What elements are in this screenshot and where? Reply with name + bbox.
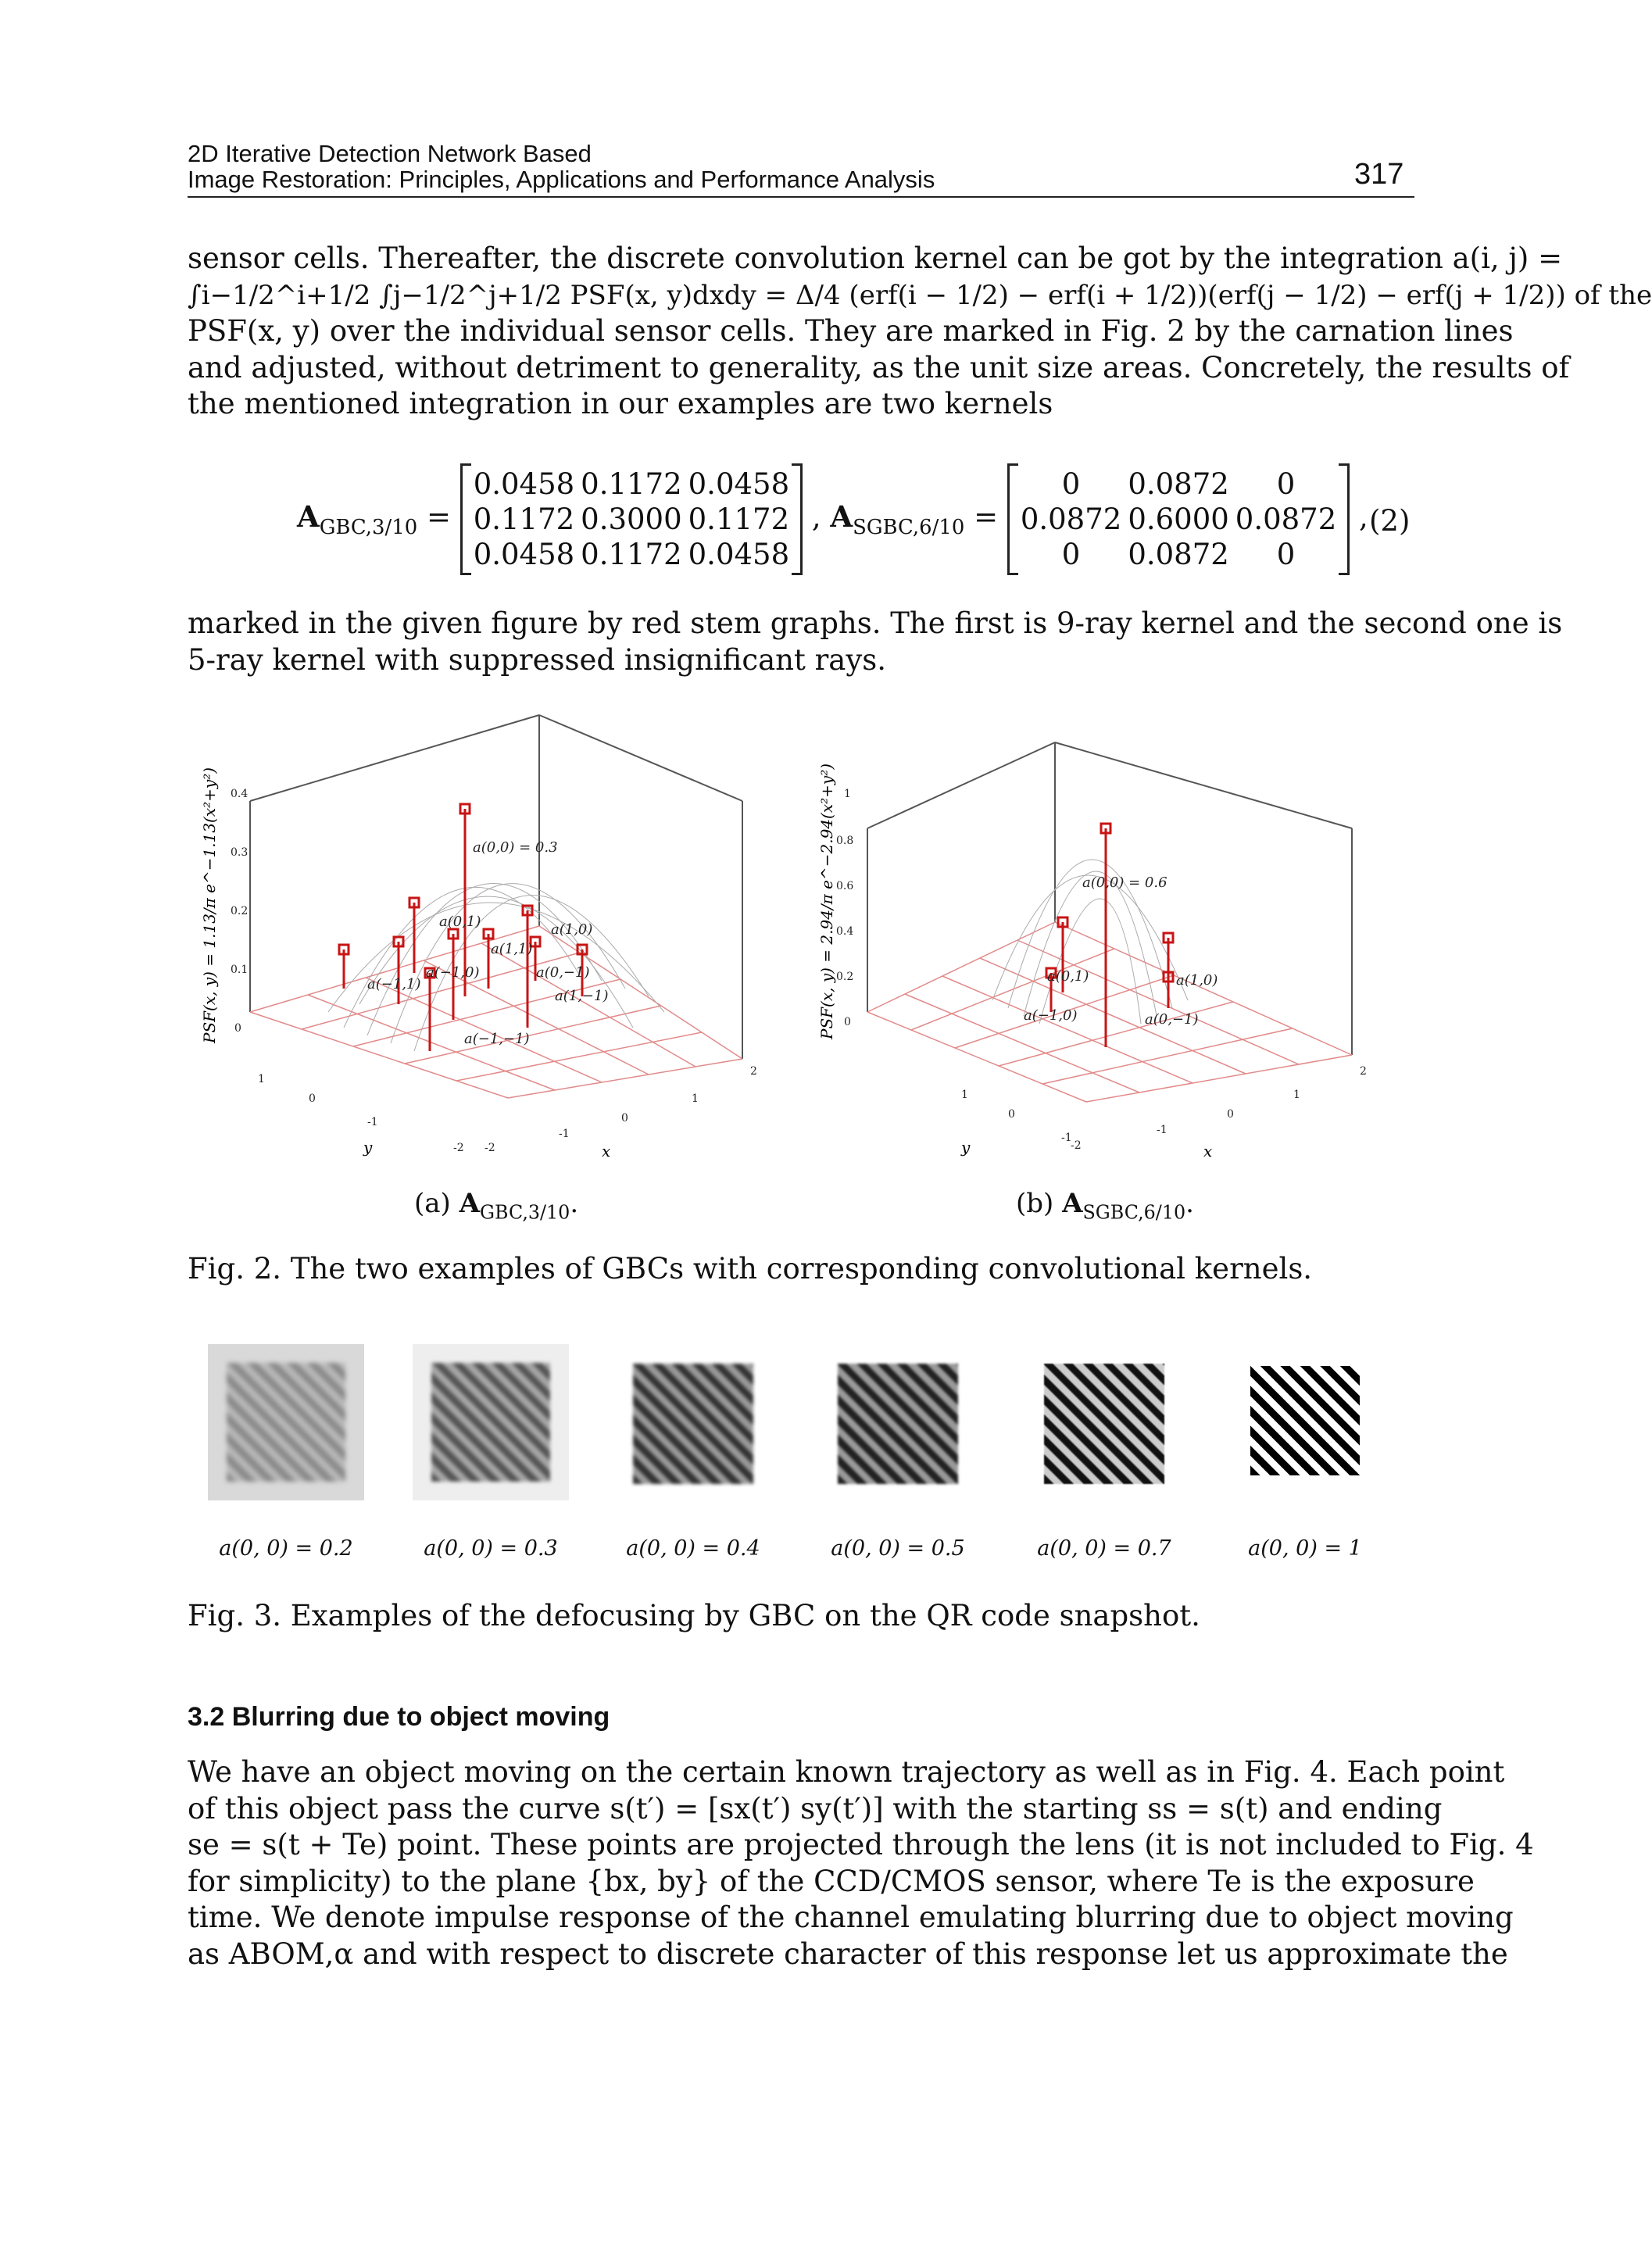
annot-a0m1: a(0,−1)	[536, 964, 590, 981]
zt-3: 0.1	[231, 964, 249, 976]
eq-lhs2: A	[830, 499, 853, 534]
subcaption-b: (b) $A_{SGBC,6/10}$.	[1016, 1188, 1194, 1224]
plot-gbc	[200, 715, 805, 1184]
xt-2: 0	[621, 1112, 628, 1125]
ylabel-b: y	[961, 1138, 971, 1157]
zlabel-b: PSF(x, y) = 2.94/π e^−2.94(x²+y²)	[817, 763, 836, 1039]
annot-am11: a(−1,1)	[367, 976, 421, 992]
ylabel: y	[363, 1138, 373, 1157]
para3-line5: time. We denote impulse response of the channel emulating blurring due to object moving	[188, 1901, 1514, 1934]
matrix-gbc: 0.0458 0.1172 0.0458 0.1172 0.3000 0.1172 0.0458 0.1172 0.0458	[460, 465, 803, 574]
para1-line2: ∫i−1/2^i+1/2 ∫j−1/2^j+1/2 PSF(x, y)dxdy = Δ/4 (erf(i − 1/2) − erf(i + 1/2))(erf(j − 1/2) − erf(j + 1/2)) of the	[188, 279, 1652, 311]
zt-0: 0.4	[231, 788, 249, 800]
annot-a11: a(1,1)	[491, 941, 533, 957]
eq-lhs1-sub: GBC,3/10	[319, 516, 418, 540]
section-heading: 3.2 Blurring due to object moving	[188, 1702, 610, 1732]
yt-0: 1	[258, 1073, 265, 1085]
xt-b-2: 0	[1227, 1108, 1234, 1121]
annot-b-a01: a(0,1)	[1047, 968, 1089, 985]
eq-lhs1: A	[297, 499, 320, 534]
zt-b-5: 0	[844, 1016, 851, 1028]
qr-label-2: a(0, 0) = 0.4	[626, 1536, 760, 1561]
para2-line2: 5-ray kernel with suppressed insignificant rays.	[188, 642, 886, 677]
subcaption-a: (a) $A_{GBC,3/10}$.	[414, 1188, 579, 1224]
qr-label-1: a(0, 0) = 0.3	[424, 1536, 558, 1561]
yt-b-1: 1	[961, 1089, 968, 1101]
qr-image-0.5	[838, 1364, 958, 1484]
header-rule	[188, 196, 1414, 198]
zt-b-3: 0.4	[836, 925, 854, 938]
yt-2: -1	[367, 1116, 378, 1128]
xt-1: -1	[559, 1128, 570, 1140]
running-header-line1: 2D Iterative Detection Network Based	[188, 140, 592, 167]
zt-b-0: 1	[844, 788, 851, 800]
para3-line4: for simplicity) to the plane {bx, by} of the CCD/CMOS sensor, where Te is the exposure	[188, 1864, 1475, 1898]
annot-a01: a(0,1)	[439, 914, 481, 930]
xt-b-1: -1	[1157, 1124, 1167, 1136]
fig2-caption: Fig. 2. The two examples of GBCs with corresponding convolutional kernels.	[188, 1252, 1313, 1286]
qr-image-0.3	[413, 1344, 569, 1500]
zt-b-4: 0.2	[836, 971, 854, 983]
qr-label-4: a(0, 0) = 0.7	[1037, 1536, 1171, 1561]
para1-line5: the mentioned integration in our examples are two kernels	[188, 387, 1053, 420]
zt-2: 0.2	[231, 905, 249, 917]
para1-line4: and adjusted, without detriment to generality, as the unit size areas. Concretely, the results of	[188, 350, 1570, 384]
equation-2: $A_{GBC,3/10}$ = 0.0458 0.1172 0.0458 0.1172 0.3000 0.1172 0.0458 0.1172 0.0458 , $A_{SGBC,6/10}$ = 0 0.0872 0 0.0872 0.6000 0.0872 0 0.0872 0 ,	[297, 465, 1368, 574]
para1-line3: PSF(x, y) over the individual sensor cells. They are marked in Fig. 2 by the carnation lines	[188, 314, 1514, 348]
xt-b-4: 2	[1360, 1065, 1367, 1078]
annot-a1m1: a(1,−1)	[555, 988, 609, 1004]
annot-am1m1: a(−1,−1)	[464, 1031, 530, 1047]
para2-line1: marked in the given figure by red stem graphs. The first is 9-ray kernel and the second one is	[188, 606, 1563, 640]
para3-line3: se = s(t + Te) point. These points are projected through the lens (it is not included to Fig. 4	[188, 1828, 1534, 1861]
para3-line6: as ABOM,α and with respect to discrete character of this response let us approximate the	[188, 1936, 1508, 1971]
annot-am10: a(−1,0)	[426, 964, 480, 981]
xt-0b: -2	[485, 1142, 495, 1154]
zt-4: 0	[234, 1022, 241, 1035]
yt-b-3: -1	[1061, 1132, 1072, 1144]
annot-b-a10: a(1,0)	[1176, 972, 1218, 989]
qr-image-0.2	[208, 1344, 364, 1500]
xt-b-0: -2	[1071, 1139, 1082, 1152]
running-header-line2: Image Restoration: Principles, Applications and Performance Analysis	[188, 166, 935, 193]
matrix-sgbc: 0 0.0872 0 0.0872 0.6000 0.0872 0 0.0872 0	[1007, 465, 1350, 574]
xlabel-b: x	[1203, 1142, 1213, 1160]
xt-0: -2	[453, 1142, 464, 1154]
zt-b-1: 0.8	[836, 835, 854, 847]
qr-image-0.4	[633, 1364, 753, 1484]
xt-4: 2	[750, 1065, 757, 1078]
xt-b-3: 1	[1293, 1089, 1300, 1101]
qr-image-1	[1250, 1366, 1360, 1475]
eq-lhs2-sub: SGBC,6/10	[853, 516, 965, 540]
plot-sgbc	[813, 742, 1391, 1180]
qr-label-5: a(0, 0) = 1	[1248, 1536, 1362, 1561]
xt-3: 1	[692, 1092, 699, 1105]
zlabel: PSF(x, y) = 1.13/π e^−1.13(x²+y²)	[200, 767, 219, 1043]
para1-line1: sensor cells. Thereafter, the discrete convolution kernel can be got by the integration a(i, j) =	[188, 241, 1563, 275]
qr-label-3: a(0, 0) = 0.5	[831, 1536, 965, 1561]
annot-a10: a(1,0)	[551, 921, 593, 938]
yt-b-2: 0	[1008, 1108, 1015, 1121]
zt-1: 0.3	[231, 846, 249, 859]
paragraph-2	[188, 606, 1563, 678]
paragraph-1	[188, 241, 1652, 423]
equation-number: (2)	[1369, 504, 1411, 538]
paragraph-3	[188, 1754, 1534, 1972]
page-number: 317	[1354, 158, 1404, 191]
annot-b-a00: a(0,0) = 0.6	[1082, 874, 1167, 891]
annot-b-a0m1: a(0,−1)	[1145, 1011, 1199, 1028]
xlabel: x	[602, 1142, 611, 1160]
zt-b-2: 0.6	[836, 880, 854, 892]
para3-line2: of this object pass the curve s(t′) = [sx(t′) sy(t′)] with the starting ss = s(t) and ending	[188, 1791, 1443, 1826]
annot-a00: a(0,0) = 0.3	[473, 839, 558, 856]
qr-image-0.7	[1044, 1364, 1164, 1484]
yt-1: 0	[309, 1092, 316, 1105]
annot-b-am10: a(−1,0)	[1024, 1007, 1078, 1024]
fig3-caption: Fig. 3. Examples of the defocusing by GBC on the QR code snapshot.	[188, 1599, 1200, 1632]
para3-line1: We have an object moving on the certain known trajectory as well as in Fig. 4. Each point	[188, 1755, 1505, 1789]
qr-label-0: a(0, 0) = 0.2	[219, 1536, 353, 1561]
